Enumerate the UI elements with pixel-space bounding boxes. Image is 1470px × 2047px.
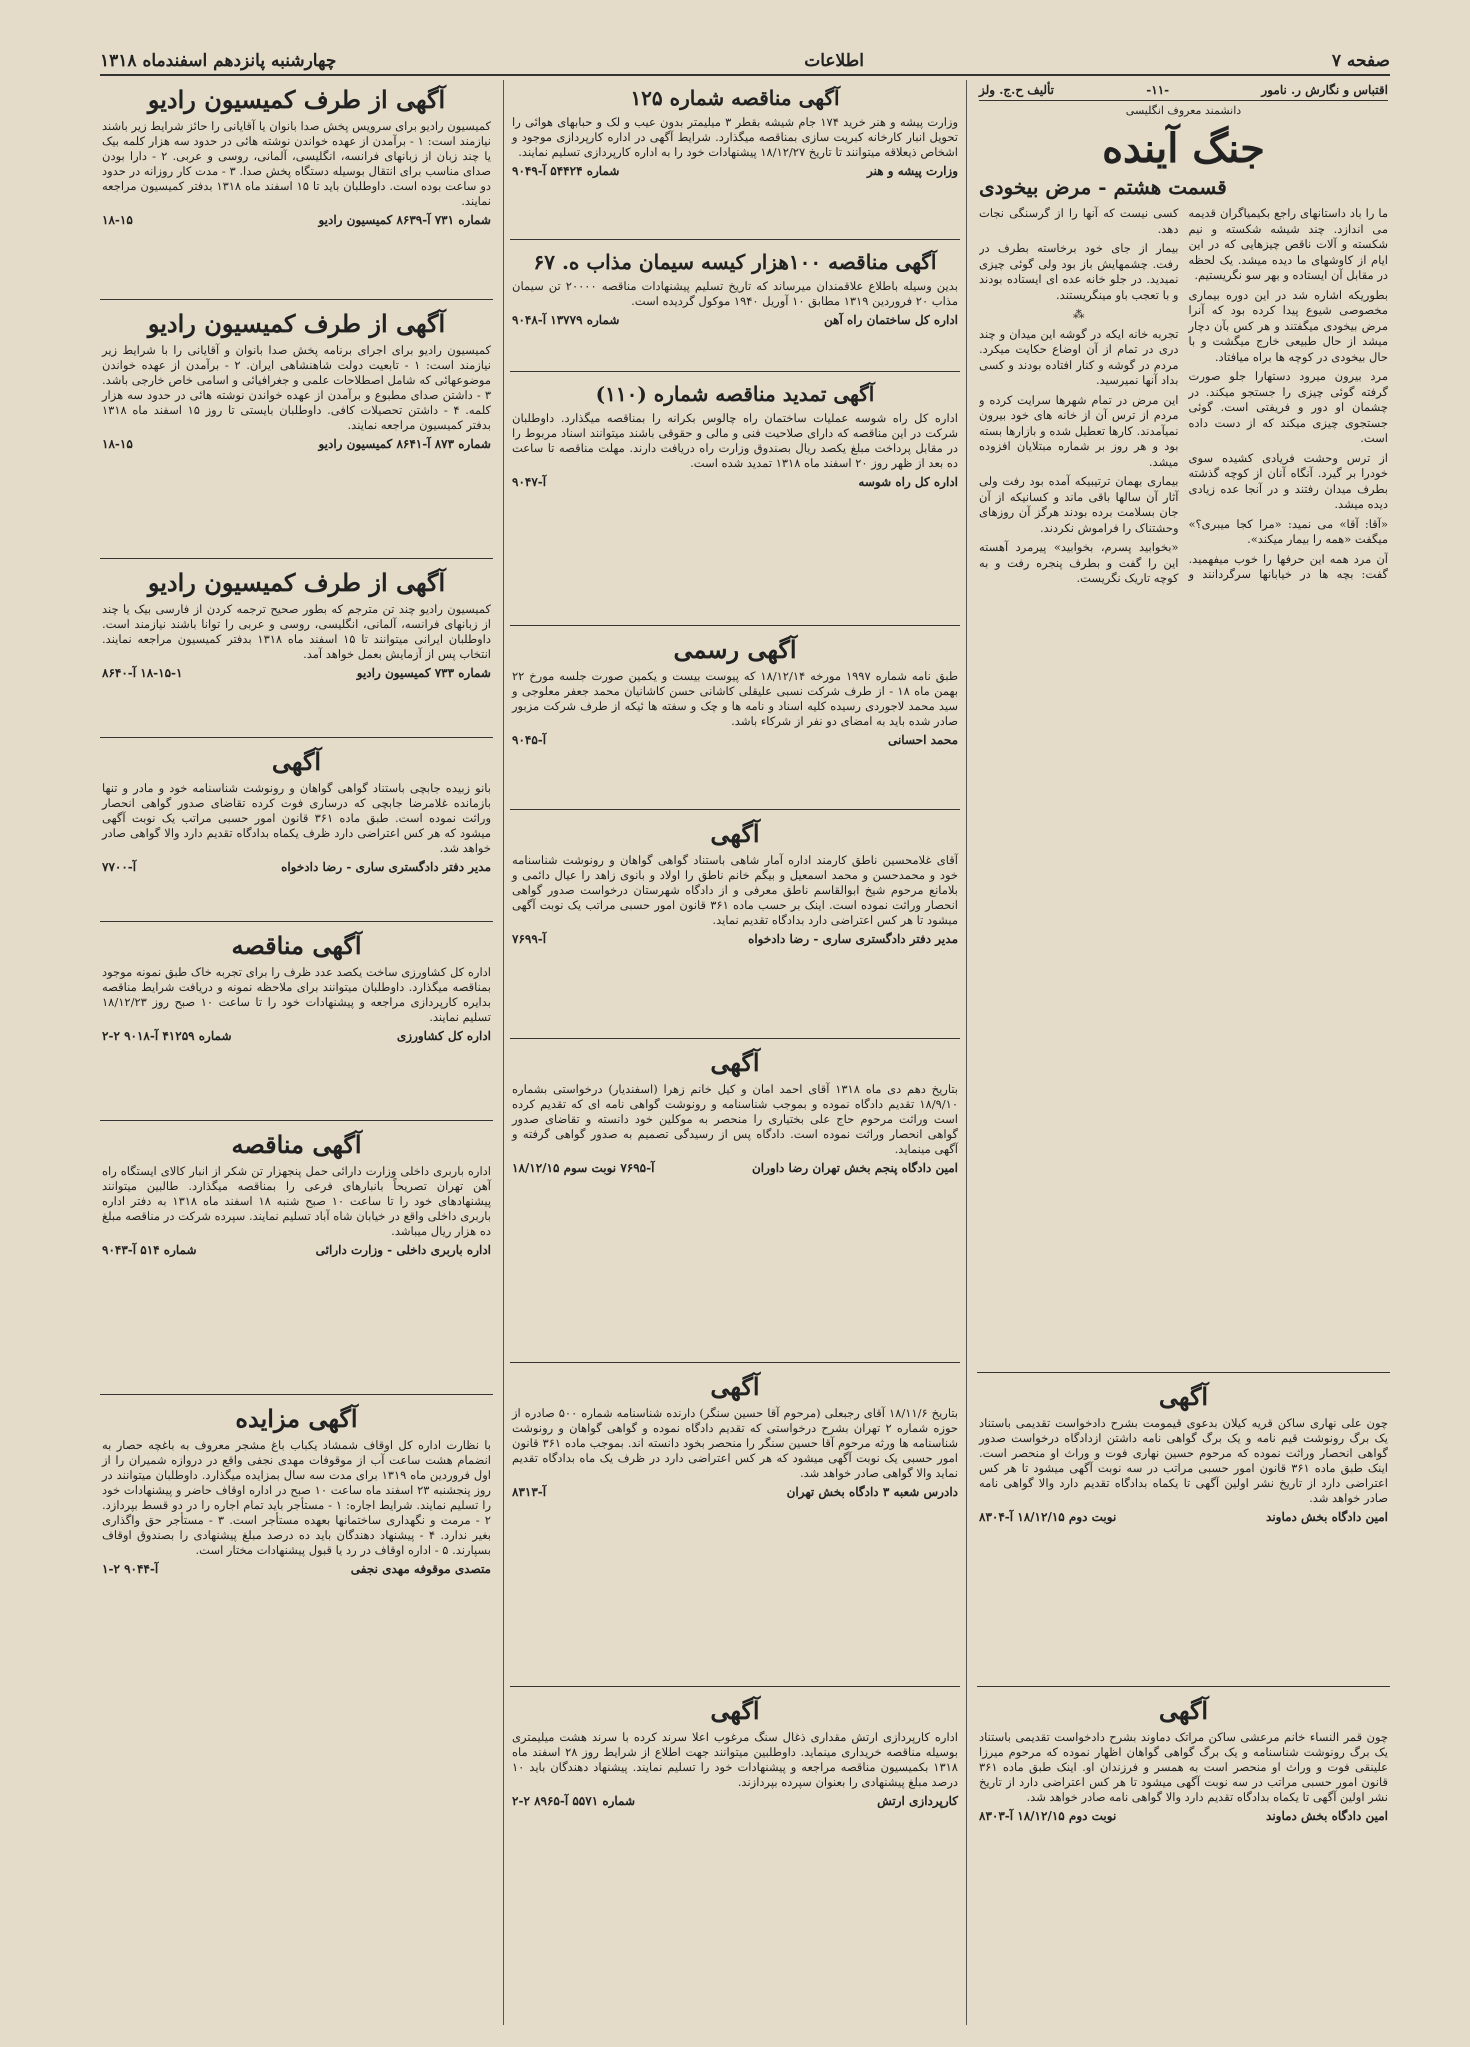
ad-body: بدین وسیله باطلاع علاقمندان میرساند که تاریخ تسلیم پیشنهادات مناقصه ۲۰۰۰۰ تن سیمان مذاب ۲۰ فروردین ۱۳۱۹ مطابق ۱۰ آوریل ۱۹۴۰ موکول گردیده است. <box>512 279 958 308</box>
ad-body: کمیسیون رادیو برای اجرای برنامه پخش صدا بانوان و آقایانی را با شرایط زیر نیازمند است: ۱ - تابعیت دولت شاهنشاهی ایران. ۲ - برآمدن از عهده خواندن موضوعهائی که شامل اصطلاحات علمی و جغرافیائی و اسامی خاص خارجی باشد. ۳ - داشتن صدای مطبوع و برآمدن از عهده خواندن نوشته هائی در حدود سه هزار کلمه. ۴ - داشتن تحصیلات کافی. داوطلبان بایستی تا روز ۱۵ اسفند ماه ۱۳۱۸ بدفتر کمیسیون مراجعه نمایند. <box>102 343 491 432</box>
ad-body: آقای غلامحسین ناطق کارمند اداره آمار شاهی باستناد گواهی گواهان و رونوشت شناسنامه خود و محمدحسن و محمد اسمعیل و بیگم خانم ناطق را اولاد و بانوی زاهد را عیال دائمی و بلامانع مرحوم شیخ ابوالقاسم ناطق معرفی و از دادگاه شهرستان درخواست صدور گواهی انحصار وراثت نموده است. اینک بر حسب ماده ۳۶۱ قانون امور حسبی مراتب یک نوبت آگهی میشود تا هر کس اعتراضی دارد بدادگاه تقدیم نماید. <box>512 853 959 927</box>
ad-body: با نظارت اداره کل اوقاف شمشاد یکباب باغ مشجر معروف به باغچه حصار به انضمام هشت ساعت آب از موقوفات مهدی نجفی واقع در دروازه شمیران را از اول فروردین ماه ۱۳۱۹ برای مدت سه سال بمزایده میگذارد. داوطلبان میتوانند در روز پنجشنبه ۲۳ اسفند ماه ساعت ۱۰ صبح در اداره اوقاف حاضر و پیشنهادات خود را تسلیم نمایند. شرایط اجاره: ۱ - مستأجر باید تمام اجاره را در دو قسط بپردازد. ۲ - مرمت و نگهداری ساختمانها بعهده مستأجر است. ۳ - مستأجر حق واگذاری بغیر ندارد. ۴ - پیشنهاد دهندگان باید ده درصد مبلغ پیشنهادی را بصندوق اوقاف بسپارند. ۵ - اداره اوقاف در رد یا قبول پیشنهادات مختار است. <box>102 1438 491 1557</box>
ad-footer <box>102 1029 491 1044</box>
ad-body: بتاریخ ۱۸/۱۱/۶ آقای رجبعلی (مرحوم آقا حسین سنگر) دارنده شناسنامه شماره ۵۰۰ صادره از حوزه شماره ۲ تهران بشرح درخواستی که تقدیم دادگاه نموده و گواهی گواهان و رونوشت شناسنامه ها ورثه مرحوم آقا حسین سنگر را منحصر بخود دانسته اند. بموجب ماده ۳۶۱ قانون امور حسبی یک نوبت آگهی میشود که هر کس اعتراضی دارد در ظرف یک ماه بدادگاه تقدیم نماید والا گواهی صادر خواهد شد. <box>512 1406 958 1480</box>
ad-title: آگهی <box>271 747 322 776</box>
serial-body <box>979 206 1388 1366</box>
ad-title: آگهی مناقصه <box>231 1130 362 1159</box>
paper-name: اطلاعات <box>804 51 864 71</box>
ad-body: بانو زبیده جابچی باستناد گواهی گواهان و رونوشت شناسنامه خود و مادر و تنها بازمانده غلامرضا جابچی که درساری فوت کرده تقاضای صدور گواهی انحصار وراثت نموده است. طبق ماده ۳۶۱ قانون امور حسبی مراتب یک نوبت آگهی میشود که هر کس اعتراضی دارد ظرف یکماه بدادگاه تقدیم دارد والا گواهی صادر خواهد شد. <box>102 781 492 855</box>
ad-title: آگهی مزایده <box>235 1404 358 1433</box>
serial-paragraph: بیماری بهمان ترتیبیکه آمده بود رفت ولی آثار آن سالها باقی ماند و کسانیکه از آن جان بسلامت برده بودند هرگز آن روزهای وحشتناک را فراموش نکردند. <box>979 474 1179 535</box>
serial-title: جنگ آینده <box>1102 125 1265 172</box>
ad-reference: نوبت دوم ۱۸/۱۲/۱۵ آ-۸۳۰۴ <box>979 1510 1117 1524</box>
ad-radio-2 <box>100 304 493 559</box>
ad-signature: امین دادگاه بخش دماوند <box>1266 1809 1388 1823</box>
ad-reference: آ-۷۶۹۵ نوبت سوم ۱۸/۱۲/۱۵ <box>512 1161 655 1175</box>
ad-tender-125 <box>510 80 960 240</box>
ad-reference: آ-۸۳۱۳ <box>512 1485 547 1499</box>
ad-footer <box>102 860 491 875</box>
ad-auction-waqf <box>100 1399 493 1583</box>
ad-reference: آ-۹۰۴۵ <box>512 733 547 747</box>
ad-notice-rajabali <box>510 1367 960 1687</box>
ad-body: چون علی نهاری ساکن قریه کیلان بدعوی قیمومت بشرح دادخواست تقدیمی باستناد یک برگ رونوشت قیم نامه و یک برگ گواهی نامه داشتن ازدادگاه درخواست صدور گواهی انحصار وراثت نموده که مرحوم حسین نهاری فوت و وراث او منحصر است. اینک طبق ماده ۳۶۱ قانون امور حسبی مراتب در سه نوبت آگهی میشود تا هر کس اعتراضی دارد از تاریخ نشر اولین آگهی تا یکماه بدادگاه تقدیم دارد والا گواهی نامه صادر خواهد شد. <box>979 1416 1388 1505</box>
serial-paragraph: «بخوابید پسرم، بخوابید» پیرمرد آهسته این را گفت و بطرف پنجره رفت و به کوچه تاریک نگریست. <box>979 540 1179 585</box>
serial-paragraph: تجربه خانه ایکه در گوشه این میدان و چند دری در تمام از آن اوضاع حکایت میکرد. مردم در گوشه و کنار افتاده بودند و کسی بداد آنها نمیرسید. <box>979 326 1179 387</box>
ad-tender-cement <box>510 244 960 372</box>
ad-signature: دادرس شعبه ۳ دادگاه بخش تهران <box>786 1485 958 1499</box>
ad-body: کمیسیون رادیو چند تن مترجم که بطور صحیح ترجمه کردن از فارسی بیک یا چند از زبانهای فرانسه، آلمانی، انگلیسی، روسی و عربی را توانا باشند نیازمند است. داوطلبان ایرانی میتوانند تا ۱۵ اسفند ماه ۱۳۱۸ بدفتر کمیسیون مراجعه نمایند. انتخاب پس از آزمایش بعمل خواهد آمد. <box>102 602 491 661</box>
section-stars: ⁂ <box>1073 307 1085 321</box>
ad-reference: ۱۸-۱۵ <box>102 213 133 227</box>
ad-signature: شماره ۸۷۳ آ-۸۶۴۱ کمیسیون رادیو <box>318 437 491 451</box>
serial-paragraph: از ترس وحشت فریادی کشیده سوی خودرا بر گیرد. آنگاه آنان از کوچه گذشته بطرف میدان رفتند و در آنجا عده زیادی دیده میشد. <box>1188 450 1388 511</box>
ad-title: آگهی <box>710 819 760 848</box>
left-column <box>100 80 493 2025</box>
ad-signature: وزارت پیشه و هنر <box>866 164 958 178</box>
ad-reference: شماره ۴۱۲۵۹ آ-۹۰۱۸ ۲-۲ <box>102 1029 232 1043</box>
ad-body: چون قمر النساء خانم مرعشی ساکن مراتک دماوند بشرح دادخواست تقدیمی باستناد یک برگ رونوشت شناسنامه و یک برگ گواهی گواهان اظهار نموده که مرحوم میرزا علینقی فوت و وراث او منحصر است به همسر و فرزندان او. اینک طبق ماده ۳۶۱ قانون امور حسبی مراتب در سه نوبت آگهی میشود تا هر کس اعتراضی دارد از تاریخ نشر اولین آگهی تا یکماه بدادگاه تقدیم دارد والا گواهی نامه صادر خواهد شد. <box>979 1730 1388 1804</box>
serial-source: اقتباس و نگارش ر. نامور <box>1261 83 1388 97</box>
ad-signature: امین دادگاه بخش دماوند <box>1266 1510 1388 1524</box>
ad-army-coal <box>510 1691 960 1815</box>
ad-signature: متصدی موقوفه مهدی نجفی <box>350 1562 491 1576</box>
ad-signature: اداره باربری داخلی - وزارت دارائی <box>315 1243 491 1257</box>
serial-paragraph: بیمار از جای خود برخاسته بطرف در رفت. چشمهایش باز بود ولی گوئی چیزی نمیدید. در جلو خانه عده ای ایستاده بودند و با تعجب باو مینگریستند. <box>979 241 1179 302</box>
ad-reference: آ-۹۰۴۷ <box>512 475 547 489</box>
ad-body: اداره کارپردازی ارتش مقداری ذغال سنگ مرغوب اعلا سرند کرده با سرند هشت میلیمتری بوسیله مناقصه خریداری مینماید. داوطلبین میتوانند جهت اطلاع از شرایط روز ۲۸ اسفند ماه ۱۳۱۸ بکمیسیون مناقصه مراجعه و پیشنهادات خود را تسلیم نمایند. پیشنهاد دهندگان باید ۱۰ درصد مبلغ پیشنهادی را بعنوان سپرده بپردازند. <box>512 1730 959 1789</box>
ad-signature: شماره ۷۳۳ کمیسیون رادیو <box>356 666 491 680</box>
ad-footer <box>512 733 958 748</box>
ad-footer <box>512 475 958 490</box>
ad-reference: شماره ۵۵۷۱ آ-۸۹۶۵ ۲-۲ <box>512 1794 636 1808</box>
ad-title: آگهی از طرف کمیسیون رادیو <box>147 85 446 114</box>
ad-radio-1 <box>100 80 493 300</box>
ad-title: آگهی <box>710 1372 760 1401</box>
ad-signature: مدیر دفتر دادگستری ساری - رضا دادخواه <box>748 932 958 946</box>
ad-footer <box>512 164 958 179</box>
ad-reference: شماره ۱۳۷۷۹ آ-۹۰۴۸ <box>512 313 620 327</box>
ad-inheritance-1 <box>977 1377 1390 1687</box>
ad-footer <box>102 1243 491 1258</box>
ad-body: وزارت پیشه و هنر خرید ۱۷۴ جام شیشه بقطر ۳ میلیمتر بدون عیب و لک و حبابهای هوائی را تحویل انبار کارخانه کبریت سازی بمناقصه میگذارد. شرایط آگهی در اداره کارپردازی موجود و اشخاص ذیعلاقه میتوانند تا تاریخ ۱۸/۱۲/۲۷ پیشنهادات خود را به اداره کارپردازی تسلیم نمایند. <box>512 115 958 159</box>
ad-title: آگهی از طرف کمیسیون رادیو <box>147 309 446 338</box>
ad-signature: اداره کل کشاورزی <box>396 1029 491 1043</box>
serial-part: قسمت هشتم - مرض بیخودی <box>979 175 1227 199</box>
ad-body: اداره کل کشاورزی ساخت یکصد عدد ظرف را برای تجربه خاک طبق نمونه موجود بمناقصه میگذارد. داوطلبان میتوانند برای ملاحظه نمونه و دریافت شرایط مناقصه بدایره کارپردازی مراجعه و پیشنهادات خود را تا ساعت ۱۰ صبح روز ۱۸/۱۲/۲۳ تسلیم نمایند. <box>102 965 491 1024</box>
serial-paragraph: مرد بیرون میرود دستهارا جلو صورت گرفته گوئی چیزی را جستجو میکند. در چشمان او دور و فریفتی است. گوئی جستجوی چیزی میکند که از دست داده است. <box>1188 369 1388 445</box>
serial-paragraph: این مرض در تمام شهرها سرایت کرده و مردم از ترس آن از خانه های خود بیرون نمیآمدند. کارها تعطیل شده و بازارها بسته بود و هر روز بر شماره مبتلایان افزوده میشد. <box>979 392 1179 469</box>
ad-signature: اداره کل راه شوسه <box>858 475 958 489</box>
ad-reference: آ-۷۶۹۹ <box>512 932 547 946</box>
issue-date: چهارشنبه پانزدهم اسفندماه ۱۳۱۸ <box>100 51 337 71</box>
ad-footer <box>102 1562 491 1577</box>
ad-footer <box>512 932 958 947</box>
ad-footer <box>979 1809 1388 1824</box>
ad-reference: شماره ۵۴۴۲۴ آ-۹۰۴۹ <box>512 164 620 178</box>
ad-body: کمیسیون رادیو برای سرویس پخش صدا بانوان یا آقایانی را حائز شرایط زیر باشند نیازمند است: ۱ - برآمدن از عهده خواندن نوشته هائی در حدود سه هزار کلمه بیک یا چند زبان از زبانهای فرانسه، انگلیسی، آلمانی، روسی و عربی. ۲ - دارا بودن صدای مناسب برای انتقال بوسیله دستگاه پخش صدا. ۳ - مدت کار روزانه در حدود دو ساعت بوده است. داوطلبان باید تا ۱۵ اسفند ماه ۱۳۱۸ بدفتر کمیسیون مراجعه نمایند. <box>102 119 492 208</box>
ad-reference: آ-۷۷۰۰ <box>102 860 137 874</box>
ad-reference: ۱۸-۱۵-۱ آ-۸۶۴۰ <box>102 666 183 680</box>
ad-reference: شماره ۵۱۴ آ-۹۰۴۳ <box>102 1243 197 1257</box>
page-number: صفحه ۷ <box>1331 51 1390 71</box>
ad-tender-agriculture <box>100 926 493 1121</box>
ad-tender-finance <box>100 1125 493 1395</box>
ad-footer <box>512 1485 958 1500</box>
ad-title: آگهی مناقصه شماره ۱۲۵ <box>630 86 840 110</box>
serial-author-note: دانشمند معروف انگلیسی <box>1125 104 1242 117</box>
ad-footer <box>979 1510 1388 1525</box>
ad-footer <box>102 666 491 681</box>
ad-title: آگهی <box>710 1696 760 1725</box>
serial-number: -۱۱- <box>1146 83 1170 97</box>
ad-signature: امین دادگاه پنجم بخش تهران رضا داوران <box>751 1161 958 1175</box>
ad-title: آگهی <box>1158 1382 1209 1411</box>
ad-radio-3 <box>100 563 493 738</box>
ad-tender-110-extension <box>510 376 960 626</box>
ad-footer <box>512 1794 958 1809</box>
ad-body: بتاریخ دهم دی ماه ۱۳۱۸ آقای احمد امان و کیل خانم زهرا (اسفندیار) درخواستی بشماره ۱۸/۹/۱۰ تقدیم دادگاه نموده و بموجب شناسنامه و رونوشت گواهی نامه ای که تقدیم کرده است وراثت مرحوم حاج علی بختیاری را منحصر به موکلین خود دانسته و تقاضای صدور گواهی انحصار وراثت نموده است. دادگاه پس از رسیدگی تصمیم به صدور گواهی گرفته و آگهی مینماید. <box>512 1082 958 1156</box>
ad-signature: شماره ۷۳۱ آ-۸۶۳۹ کمیسیون رادیو <box>318 213 491 227</box>
right-column <box>977 80 1390 2025</box>
ad-signature: محمد احسانی <box>887 733 958 747</box>
ad-body: طبق نامه شماره ۱۹۹۷ مورخه ۱۸/۱۲/۱۴ که پیوست بیست و یکمین صورت جلسه مورخ ۲۲ بهمن ماه ۱۸ - از طرف شرکت نسبی علیقلی کاشانی حسن کاشانیان محمد جعفر معلوجی و سید محمد لاجوردی رسیده کلیه اسناد و نامه ها و چک و سفته ها ئیکه از طرف شرکت مزبور صادر شده باید به امضای دو نفر از شرکاء باشد. <box>512 669 959 728</box>
ad-body: اداره کل راه شوسه عملیات ساختمان راه چالوس بکرانه را بمناقصه میگذارد. داوطلبان شرکت در این مناقصه که دارای صلاحیت فنی و مالی و حقوقی باشند میتوانند اسناد مربوط را در مقابل پرداخت مبلغ یکصد ریال بصندوق وزارت راه دریافت دارند. مهلت مناقصه تا ساعت ده بعد از ظهر روز ۲۰ اسفند ماه ۱۳۱۸ تمدید شده است. <box>512 411 958 470</box>
ad-reference: نوبت دوم ۱۸/۱۲/۱۵ آ-۸۳۰۳ <box>979 1809 1117 1823</box>
ad-reference: آ-۹۰۴۴ ۲-۱ <box>102 1562 159 1576</box>
ad-footer <box>102 437 491 452</box>
ad-title: آگهی <box>710 1048 760 1077</box>
ad-title: آگهی مناقصه <box>231 931 362 960</box>
ad-notice-zahra <box>510 1043 960 1363</box>
ad-inheritance-2 <box>977 1691 1390 1830</box>
ad-signature: مدیر دفتر دادگستری ساری - رضا دادخواه <box>281 860 491 874</box>
ad-title: آگهی <box>1158 1696 1209 1725</box>
serial-header <box>979 83 1388 101</box>
ad-footer <box>512 1161 958 1176</box>
serial-paragraph: آن مرد همه این حرفها را خوب میفهمید. گفت: بچه ها در خیابانها سرگردانند و کسی نیست که آنها را از گرسنگی نجات دهد. <box>979 206 1388 581</box>
ad-title: آگهی مناقصه ۱۰۰هزار کیسه سیمان مذاب ه. ۶۷ <box>533 250 937 274</box>
ad-notice-jabchi <box>100 742 493 922</box>
serial-paragraph: ما را باد داستانهای راجع بکیمیاگران قدیمه می اندازد. چند شیشه شکسته و نیم شکسته و آلات ناقص چیزهایی که در این ایام از کاوشهای ما دیده میشد. یک لحظه در مقابل آن ایستاده و بهر سو نگریستیم. <box>1188 206 1388 282</box>
ad-signature: اداره کل ساختمان راه آهن <box>824 313 958 327</box>
ad-title: آگهی از طرف کمیسیون رادیو <box>147 568 446 597</box>
serial-article <box>977 80 1390 1373</box>
serial-paragraph: بطوریکه اشاره شد در این دوره بیماری مخصوصی شیوع پیدا کرده بود که آنرا مرض بیخودی میگفتند و هر کس بآن دچار میشد از حال طبیعی خارج میگشت و با حال بیخودی در کوچه ها براه میافتاد. <box>1188 287 1388 364</box>
ad-reference: ۱۸-۱۵ <box>102 437 133 451</box>
middle-column <box>503 80 967 2025</box>
ad-footer <box>102 213 491 228</box>
ad-official-notice <box>510 630 960 810</box>
ad-notice-nateq <box>510 814 960 1039</box>
masthead <box>100 48 1390 76</box>
serial-author: تألیف ح.ج. ولز <box>979 83 1054 97</box>
serial-paragraph: «آقا: آقا» می نمید: «مرا کجا میبری؟» میگفت «همه را بیمار میکند». <box>1188 516 1388 546</box>
ad-signature: کارپردازی ارتش <box>877 1794 958 1808</box>
ad-body: اداره باربری داخلی وزارت دارائی حمل پنجهزار تن شکر از انبار کالای ایستگاه راه آهن تهران تصریحاً بانبارهای فرعی را بمناقصه میگذارد. طالبین میتوانند پیشنهادهای خود را تا ساعت ۱۰ صبح شنبه ۱۸ اسفند ماه ۱۳۱۸ به دفتر اداره باربری داخلی واقع در خیابان شاه آباد تسلیم نمایند. سپرده شرکت در مناقصه مبلغ ده هزار ریال میباشد. <box>102 1164 492 1238</box>
ad-footer <box>512 313 958 328</box>
ad-title: آگهی تمدید مناقصه شماره (۱۱۰) <box>595 382 875 406</box>
ad-title: آگهی رسمی <box>673 635 797 664</box>
